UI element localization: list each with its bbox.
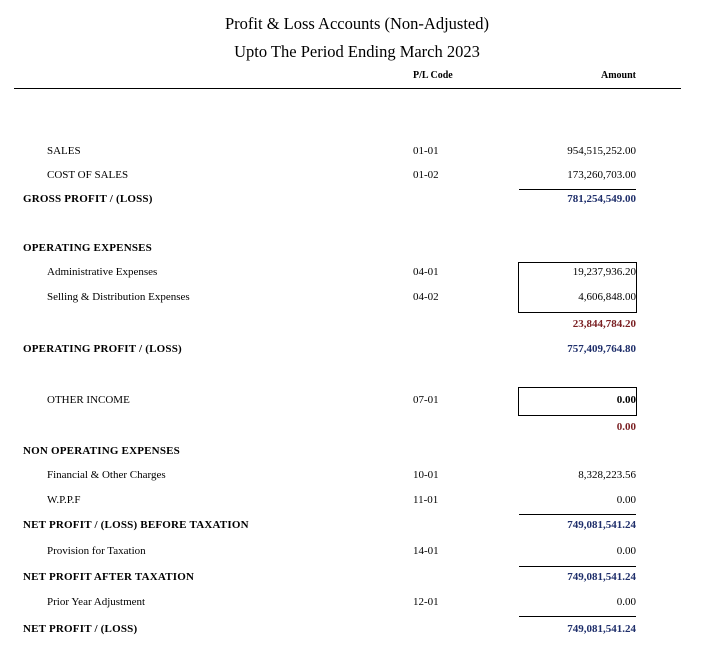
row-label-admin-expenses: Administrative Expenses — [47, 266, 158, 278]
row-label-cost-of-sales: COST OF SALES — [47, 169, 129, 181]
row-code-prior-year-adjustment: 12-01 — [413, 596, 439, 608]
row-label-gross-profit: GROSS PROFIT / (LOSS) — [23, 193, 153, 205]
row-amount-net-profit-before-tax: 749,081,541.24 — [567, 519, 636, 531]
subtotal-line — [519, 514, 636, 515]
subtotal-line — [519, 616, 636, 617]
row-amount-selling-expenses: 4,606,848.00 — [578, 291, 636, 303]
row-label-sales: SALES — [47, 145, 81, 157]
column-header-code: P/L Code — [413, 70, 453, 81]
row-label-other-income: OTHER INCOME — [47, 394, 130, 406]
row-code-financial-charges: 10-01 — [413, 469, 439, 481]
row-code-sales: 01-01 — [413, 145, 439, 157]
column-header-amount: Amount — [600, 70, 636, 81]
row-label-operating-profit: OPERATING PROFIT / (LOSS) — [23, 343, 182, 355]
subtotal-line — [519, 566, 636, 567]
row-label-financial-charges: Financial & Other Charges — [47, 469, 166, 481]
row-amount-sales: 954,515,252.00 — [567, 145, 636, 157]
row-amount-financial-charges: 8,328,223.56 — [578, 469, 636, 481]
row-amount-prior-year-adjustment: 0.00 — [616, 596, 636, 608]
row-amount-cost-of-sales: 173,260,703.00 — [567, 169, 636, 181]
row-amount-other-income: 0.00 — [616, 394, 636, 406]
section-heading-non-operating-expenses: NON OPERATING EXPENSES — [23, 445, 180, 457]
row-amount-provision-tax: 0.00 — [616, 545, 636, 557]
row-label-selling-expenses: Selling & Distribution Expenses — [47, 291, 190, 303]
header-divider — [14, 88, 681, 89]
section-heading-operating-expenses: OPERATING EXPENSES — [23, 242, 153, 254]
report-title: Profit & Loss Accounts (Non-Adjusted) — [225, 14, 489, 33]
row-code-provision-tax: 14-01 — [413, 545, 439, 557]
row-amount-gross-profit: 781,254,549.00 — [567, 193, 636, 205]
row-label-net-profit-before-tax: NET PROFIT / (LOSS) BEFORE TAXATION — [23, 519, 249, 531]
subtotal-other-income: 0.00 — [616, 421, 636, 433]
row-label-prior-year-adjustment: Prior Year Adjustment — [47, 596, 146, 608]
row-amount-net-profit: 749,081,541.24 — [567, 623, 636, 635]
subtotal-operating-expenses: 23,844,784.20 — [572, 318, 636, 330]
row-amount-operating-profit: 757,409,764.80 — [567, 343, 636, 355]
report-subtitle: Upto The Period Ending March 2023 — [234, 42, 480, 61]
row-label-net-profit-after-tax: NET PROFIT AFTER TAXATION — [23, 571, 195, 583]
row-code-wppf: 11-01 — [413, 494, 439, 506]
subtotal-line — [519, 189, 636, 190]
row-label-provision-tax: Provision for Taxation — [47, 545, 146, 557]
row-code-cost-of-sales: 01-02 — [413, 169, 439, 181]
row-label-net-profit: NET PROFIT / (LOSS) — [23, 623, 138, 635]
row-code-admin-expenses: 04-01 — [413, 266, 439, 278]
row-amount-admin-expenses: 19,237,936.20 — [572, 266, 636, 278]
row-code-other-income: 07-01 — [413, 394, 439, 406]
row-amount-net-profit-after-tax: 749,081,541.24 — [567, 571, 636, 583]
row-code-selling-expenses: 04-02 — [413, 291, 439, 303]
row-amount-wppf: 0.00 — [616, 494, 636, 506]
row-label-wppf: W.P.P.F — [47, 494, 81, 506]
